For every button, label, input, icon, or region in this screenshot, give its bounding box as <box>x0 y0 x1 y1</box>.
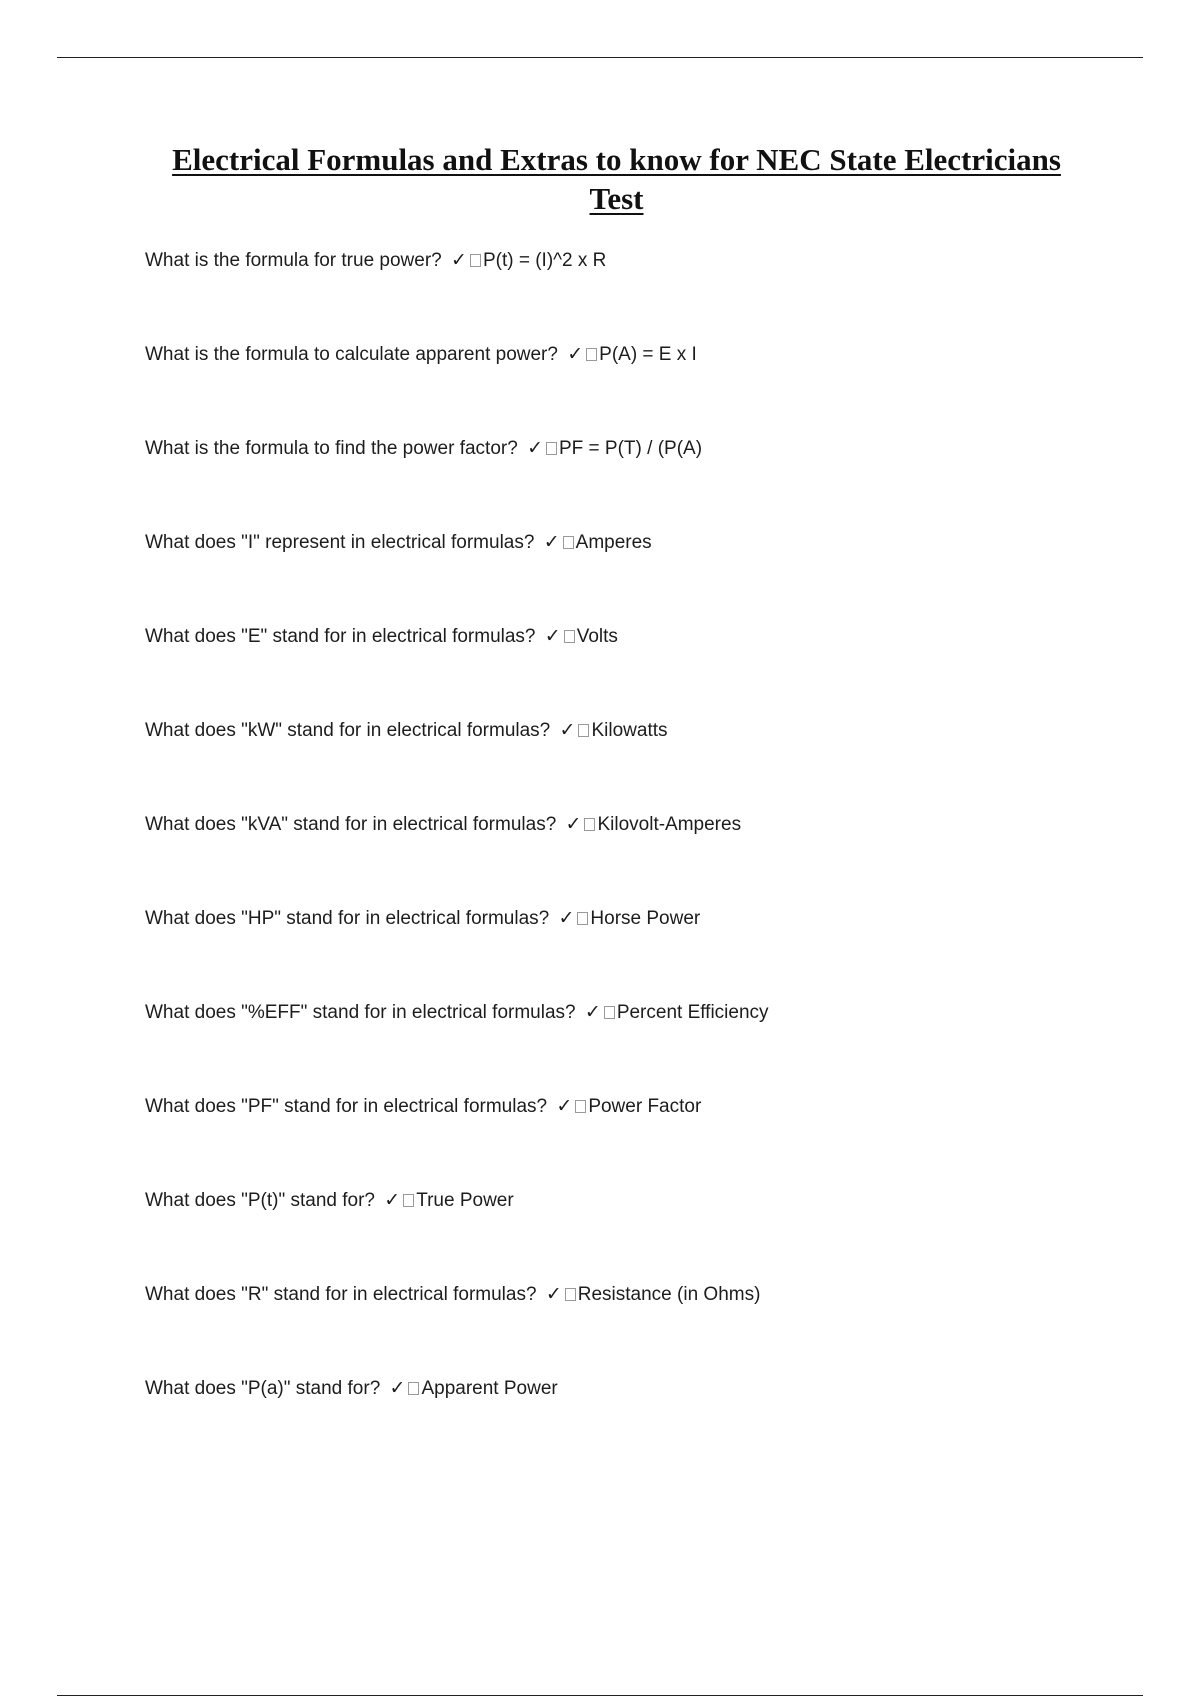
title-line-2: Test <box>589 181 644 216</box>
answer-text: P(t) = (I)^2 x R <box>482 250 607 271</box>
qa-item <box>145 1376 1125 1470</box>
answer-text: Percent Efficiency <box>616 1002 769 1023</box>
question-text: What does "E" stand for in electrical formulas? <box>145 626 536 647</box>
question-text: What is the formula to find the power factor? <box>145 438 518 459</box>
qa-item <box>145 530 1125 624</box>
check-icon: ✓ <box>384 1189 401 1211</box>
check-icon: ✓ <box>584 1001 601 1023</box>
check-icon: ✓ <box>558 907 575 929</box>
check-icon: ✓ <box>556 1095 573 1117</box>
qa-item <box>145 1188 1125 1282</box>
question-text: What does "P(t)" stand for? <box>145 1190 375 1211</box>
qa-item <box>145 1000 1125 1094</box>
qa-list <box>145 248 1125 1470</box>
question-text: What does "kVA" stand for in electrical formulas? <box>145 814 557 835</box>
qa-item <box>145 436 1125 530</box>
answer-text: True Power <box>416 1190 514 1211</box>
question-text: What does "P(a)" stand for? <box>145 1378 381 1399</box>
box-icon <box>564 630 575 643</box>
qa-item <box>145 624 1125 718</box>
answer-text: Resistance (in Ohms) <box>577 1284 761 1305</box>
box-icon <box>403 1194 414 1207</box>
answer-text: Apparent Power <box>421 1378 558 1399</box>
document-title <box>120 140 1113 218</box>
top-rule <box>57 57 1143 58</box>
answer-text: Horse Power <box>590 908 701 929</box>
question-text: What does "%EFF" stand for in electrical formulas? <box>145 1002 576 1023</box>
answer-text: Amperes <box>575 532 652 553</box>
check-icon: ✓ <box>389 1377 406 1399</box>
answer-text: P(A) = E x I <box>599 344 697 365</box>
check-icon: ✓ <box>559 719 576 741</box>
question-text: What does "HP" stand for in electrical formulas? <box>145 908 550 929</box>
box-icon <box>563 536 574 549</box>
box-icon <box>604 1006 615 1019</box>
question-text: What does "I" represent in electrical formulas? <box>145 532 535 553</box>
box-icon <box>586 348 597 361</box>
answer-text: PF = P(T) / (P(A) <box>559 438 703 459</box>
check-icon: ✓ <box>451 249 467 271</box>
box-icon <box>408 1382 419 1395</box>
check-icon: ✓ <box>545 1283 562 1305</box>
check-icon: ✓ <box>544 625 561 647</box>
qa-item <box>145 1282 1125 1376</box>
bottom-rule <box>57 1695 1143 1696</box>
box-icon <box>584 818 595 831</box>
box-icon <box>578 724 589 737</box>
box-icon <box>577 912 588 925</box>
qa-item <box>145 342 1125 436</box>
question-text: What is the formula to calculate apparent power? <box>145 344 558 365</box>
qa-item <box>145 718 1125 812</box>
box-icon <box>546 442 557 455</box>
answer-text: Power Factor <box>588 1096 702 1117</box>
qa-item <box>145 812 1125 906</box>
question-text: What is the formula for true power? <box>145 250 442 271</box>
answer-text: Kilovolt-Amperes <box>597 814 742 835</box>
check-icon: ✓ <box>565 813 582 835</box>
qa-item <box>145 906 1125 1000</box>
check-icon: ✓ <box>527 437 543 459</box>
question-text: What does "kW" stand for in electrical formulas? <box>145 720 551 741</box>
question-text: What does "R" stand for in electrical formulas? <box>145 1284 537 1305</box>
box-icon <box>565 1288 576 1301</box>
box-icon <box>470 254 481 267</box>
qa-item <box>145 1094 1125 1188</box>
qa-item <box>145 248 1125 342</box>
answer-text: Kilowatts <box>591 720 668 741</box>
check-icon: ✓ <box>543 531 560 553</box>
check-icon: ✓ <box>567 343 584 365</box>
question-text: What does "PF" stand for in electrical formulas? <box>145 1096 548 1117</box>
answer-text: Volts <box>576 626 618 647</box>
box-icon <box>575 1100 586 1113</box>
title-line-1: Electrical Formulas and Extras to know for NEC State Electricians <box>172 142 1061 177</box>
